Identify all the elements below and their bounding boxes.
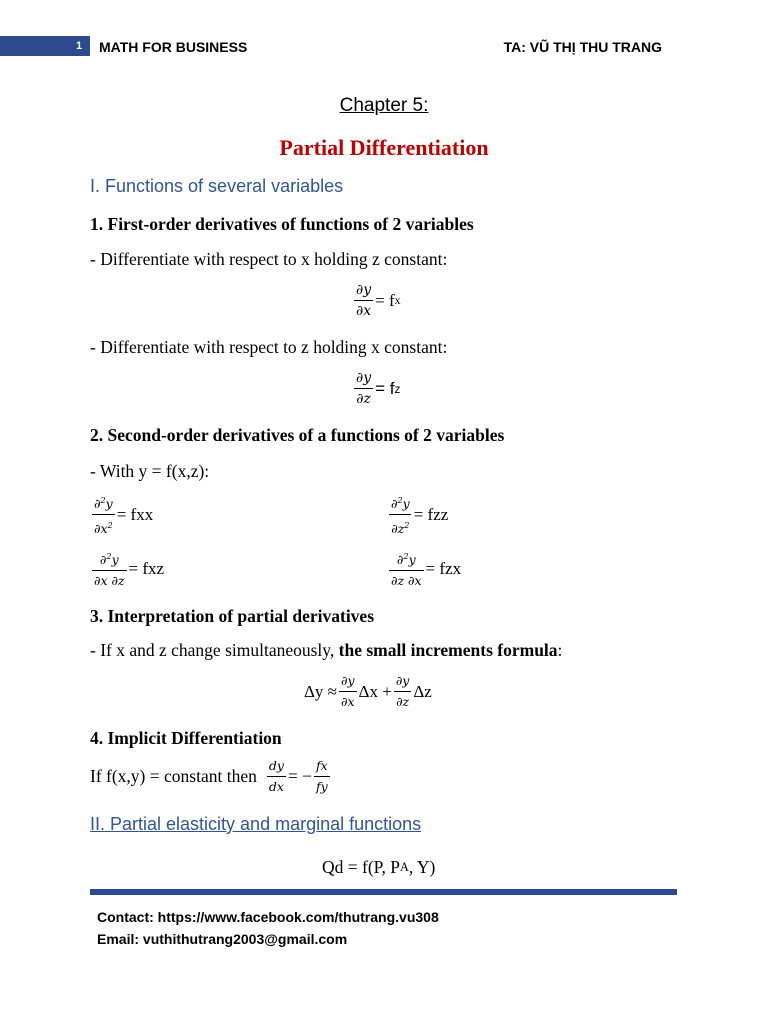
course-title: MATH FOR BUSINESS [99,39,248,55]
paragraph-with-y: - With y = f(x,z): [90,461,210,481]
frac-denominator: $\partial x^2$ [92,514,115,537]
equation-fxz [90,548,164,589]
frac-denominator: ∂z [394,691,411,710]
equation-rhs: = f [375,290,395,310]
page-number: 1 [75,40,83,52]
text-post: : [557,640,563,660]
subheading-implicit: 4. Implicit Differentiation [90,728,282,748]
frac-denominator: ∂z [354,388,373,407]
equation-rhs: = fzz [413,504,449,524]
subheading-interpretation: 3. Interpretation of partial derivatives [90,606,375,626]
equation-middle: Δx + [358,681,392,701]
frac-numerator: ∂y [356,282,372,298]
equation-middle: = − [287,766,313,786]
ta-name: TA: VŨ THỊ THU TRANG [503,39,662,55]
text-bold: the small increments formula [338,640,558,660]
equation-fz [352,370,400,407]
fraction-d2y-dz2 [389,492,412,537]
frac-numerator: dy [268,758,284,773]
fraction-d2y-dx2 [92,492,115,537]
equation-subscript: x [394,293,401,307]
frac-numerator: ∂$^2$y [396,551,416,568]
equation-lhs: Δy ≈ [304,681,338,701]
frac-denominator: ∂x ∂z [92,570,127,589]
frac-numerator: fx [316,758,328,773]
equation-rhs: = fzx [425,558,462,578]
frac-numerator: ∂y [356,370,372,386]
equation-rhs: = fxz [128,558,165,578]
equation-fx [352,282,401,319]
fraction-dy-dx [267,758,286,795]
chapter-subtitle: Partial Differentiation [279,135,489,160]
frac-denominator: fy [314,776,330,795]
fraction-dy-dx [354,282,373,319]
equation-small-increments [304,673,432,710]
equation-subscript: z [394,381,401,396]
frac-numerator: ∂$^2$y [99,551,119,568]
chapter-title: Chapter 5: [339,95,429,116]
subheading-second-order: 2. Second-order derivatives of a functions of 2 variables [90,425,505,445]
fraction-fx-fy [314,758,330,795]
fraction-dy-dz [354,370,373,407]
footer-contact: Contact: https://www.facebook.com/thutrang.vu308 [97,909,439,925]
equation-rhs: = fxx [116,504,154,524]
text-pre: - If x and z change simultaneously, [90,640,339,660]
demand-pre: Qd = f(P, P [322,857,400,877]
equation-fzx [387,548,461,589]
fraction-d2y-dzdx [389,548,424,589]
equation-fxx [90,492,153,537]
fraction-dy-dz [394,673,412,710]
equation-end: Δz [413,681,432,701]
equation-demand [322,857,435,878]
paragraph-small-increments [90,640,562,661]
frac-denominator: ∂x [339,691,357,710]
frac-denominator: dx [267,776,286,795]
subheading-first-order: 1. First-order derivatives of functions of 2 variables [90,214,474,234]
equation-implicit [90,758,332,795]
frac-numerator: ∂$^2$y [94,495,113,512]
equation-fzz [387,492,448,537]
fraction-d2y-dxdz [92,548,127,589]
equation-rhs: = f [375,378,395,398]
frac-numerator: ∂y [395,673,410,688]
frac-denominator: $\partial z^2$ [389,514,411,537]
paragraph-wrt-z: - Differentiate with respect to z holding x constant: [90,337,448,357]
demand-sub: A [399,860,409,874]
footer-divider [90,889,677,895]
implicit-text: If f(x,y) = constant then [90,766,257,786]
demand-post: , Y) [408,857,436,877]
section-heading-1: I. Functions of several variables [90,176,344,196]
footer-email: Email: vuthithutrang2003@gmail.com [97,931,348,947]
fraction-dy-dx [339,673,357,710]
frac-denominator: ∂z ∂x [389,570,424,589]
frac-denominator: ∂x [354,300,373,319]
paragraph-wrt-x: - Differentiate with respect to x holding z constant: [90,249,448,269]
section-heading-2: II. Partial elasticity and marginal functions [90,814,422,834]
frac-numerator: ∂y [341,673,355,688]
frac-numerator: ∂$^2$y [391,495,410,512]
